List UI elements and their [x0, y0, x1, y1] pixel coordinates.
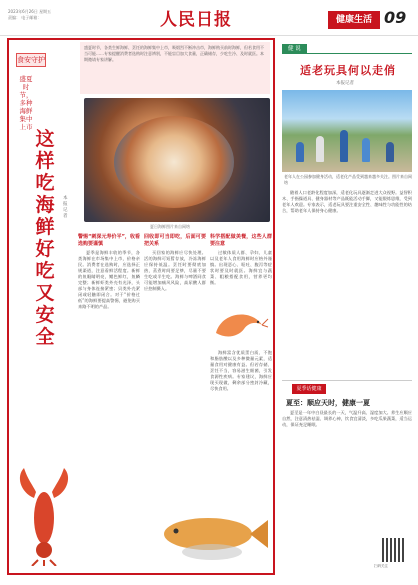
- lobster-illustration: [12, 462, 76, 566]
- body-text: 海鲜富含优质蛋白质、不饱和脂肪酸以及多种微量元素，适量食用对健康有益。但若存储、烹饪不当，容易滋生细菌，引发食源性疾病。专家建议，海鲜应现买现做，剩余部分密封冷藏，尽快食用。: [210, 350, 272, 391]
- feature-intro: 盛夏时节，各类生鲜海鲜、烹饪的海鲜集中上市，吸烟烈不断冲击市，海鲜购买前时海鲜，但若食用不当可能……专家提醒消费者选购时注意辨别，不能盲目加大食量，正确储存，少吃生冷、及时就医。本期邀请专家讲解。: [80, 42, 270, 94]
- elderly-exercise-photo: [282, 90, 412, 172]
- seafood-plate-image: [114, 116, 234, 208]
- person-figure: [316, 136, 324, 162]
- person-figure: [296, 142, 304, 162]
- column-kicker: [282, 44, 412, 54]
- body-text: 随着人口老龄化程度加深，适老化玩具逐渐走进大众视野。益智积木、手指操道具、健身器材等产品既能活动手脚，又能锻炼思维，受到老年人欢迎。专家表示，适老玩具要注重安全性、趣味性与功能性的结合，帮助老年人保持身心健康。: [282, 190, 412, 213]
- section-heading: 警惕“刺深元寿价平”，收看选购要谨慎: [78, 234, 140, 247]
- right-article-body: [282, 190, 412, 376]
- right-photo-caption: 老年人在公园参加健身活动，适老化产品受到越来越多关注。图片来自网络: [284, 174, 412, 185]
- date-line: 2023年6月26日 星期五: [8, 9, 52, 14]
- masthead: [0, 0, 418, 36]
- fish-illustration: [152, 504, 272, 568]
- right-headline: 适老玩具何以走俏: [300, 64, 396, 77]
- right-author: 本报记者: [336, 81, 354, 86]
- body-text: 夏至是一年中白昼最长的一天，气温升高、湿度加大。养生应顺应自然，注意清热祛湿、调养心神，饮食宜清淡，多吃瓜果蔬菜，适当运动，保证充足睡眠。: [282, 410, 412, 427]
- seafood-photo: [84, 98, 270, 222]
- divider: [282, 380, 412, 381]
- article-column-3: [210, 232, 272, 302]
- person-figure: [386, 142, 394, 162]
- photo-caption: 夏日海鲜图片来自网络: [150, 224, 190, 229]
- right-headline-2: 夏至：顺应天时，健康一夏: [286, 399, 370, 407]
- newspaper-logo: 人民日报: [160, 10, 232, 30]
- shrimp-illustration: [208, 305, 270, 345]
- qr-label: 扫码关注: [374, 564, 388, 568]
- right-article-body-2: [282, 410, 412, 534]
- section-label: 健康生活: [328, 11, 380, 29]
- section-heading: 科学搭配做美餐，这些人群要注意: [210, 234, 272, 247]
- section-text: 买回家的海鲜应尽快处理。活的海鲜可短暂存放，冷冻海鲜应保持低温。烹饪时要彻底加热，蒸煮时间要足够，尽量不要生吃或半生吃。海鲜与啤酒同食可能增加痛风风险，高尿酸人群应控制摄入。: [144, 250, 206, 291]
- section-heading: 回收即可当即吃，后面可要把关系: [144, 234, 206, 247]
- article-column-2: [144, 232, 206, 504]
- feature-subtitle: 盛夏时节，多种海鲜集中上市: [19, 75, 33, 131]
- editor-line: 责编： 电子邮箱：: [8, 15, 42, 20]
- article-column-1: [78, 232, 140, 462]
- section-text: 夏季是海鲜丰收的季节，各类海鲜在市场集中上市，价格亲民。消费者在选购时，应选择正规渠道，注意看鲜活程度。新鲜的鱼眼睛明亮，鳃色鲜红，鱼鳞完整；新鲜虾类外壳有光泽，头部与身体连接紧密；贝类外壳紧闭或轻触即闭合。对于“价格过低”的海鲜要提高警惕，避免购买来路不明的产品。: [78, 250, 140, 309]
- qr-code-icon[interactable]: [382, 538, 406, 562]
- article-column-4: [210, 350, 272, 500]
- section-text: 过敏体质人群、孕妇、儿童以及老年人食用海鲜时应格外谨慎。出现恶心、呕吐、腹泻等症状时要及时就医。海鲜宜与蔬菜、粗粮搭配食用，营养更均衡。: [210, 250, 272, 285]
- column-kicker-2: 夏季话健康: [292, 384, 326, 394]
- person-figure: [362, 138, 370, 162]
- kicker-label: 健 说: [282, 44, 307, 54]
- feature-tag: 食安守护: [16, 53, 46, 67]
- masthead-meta: [8, 9, 51, 21]
- feature-byline: 本报记者: [63, 196, 68, 219]
- person-figure: [340, 130, 348, 162]
- feature-headline: 这样吃海鲜 好吃又安全: [35, 128, 55, 348]
- page-number: 09: [384, 8, 407, 27]
